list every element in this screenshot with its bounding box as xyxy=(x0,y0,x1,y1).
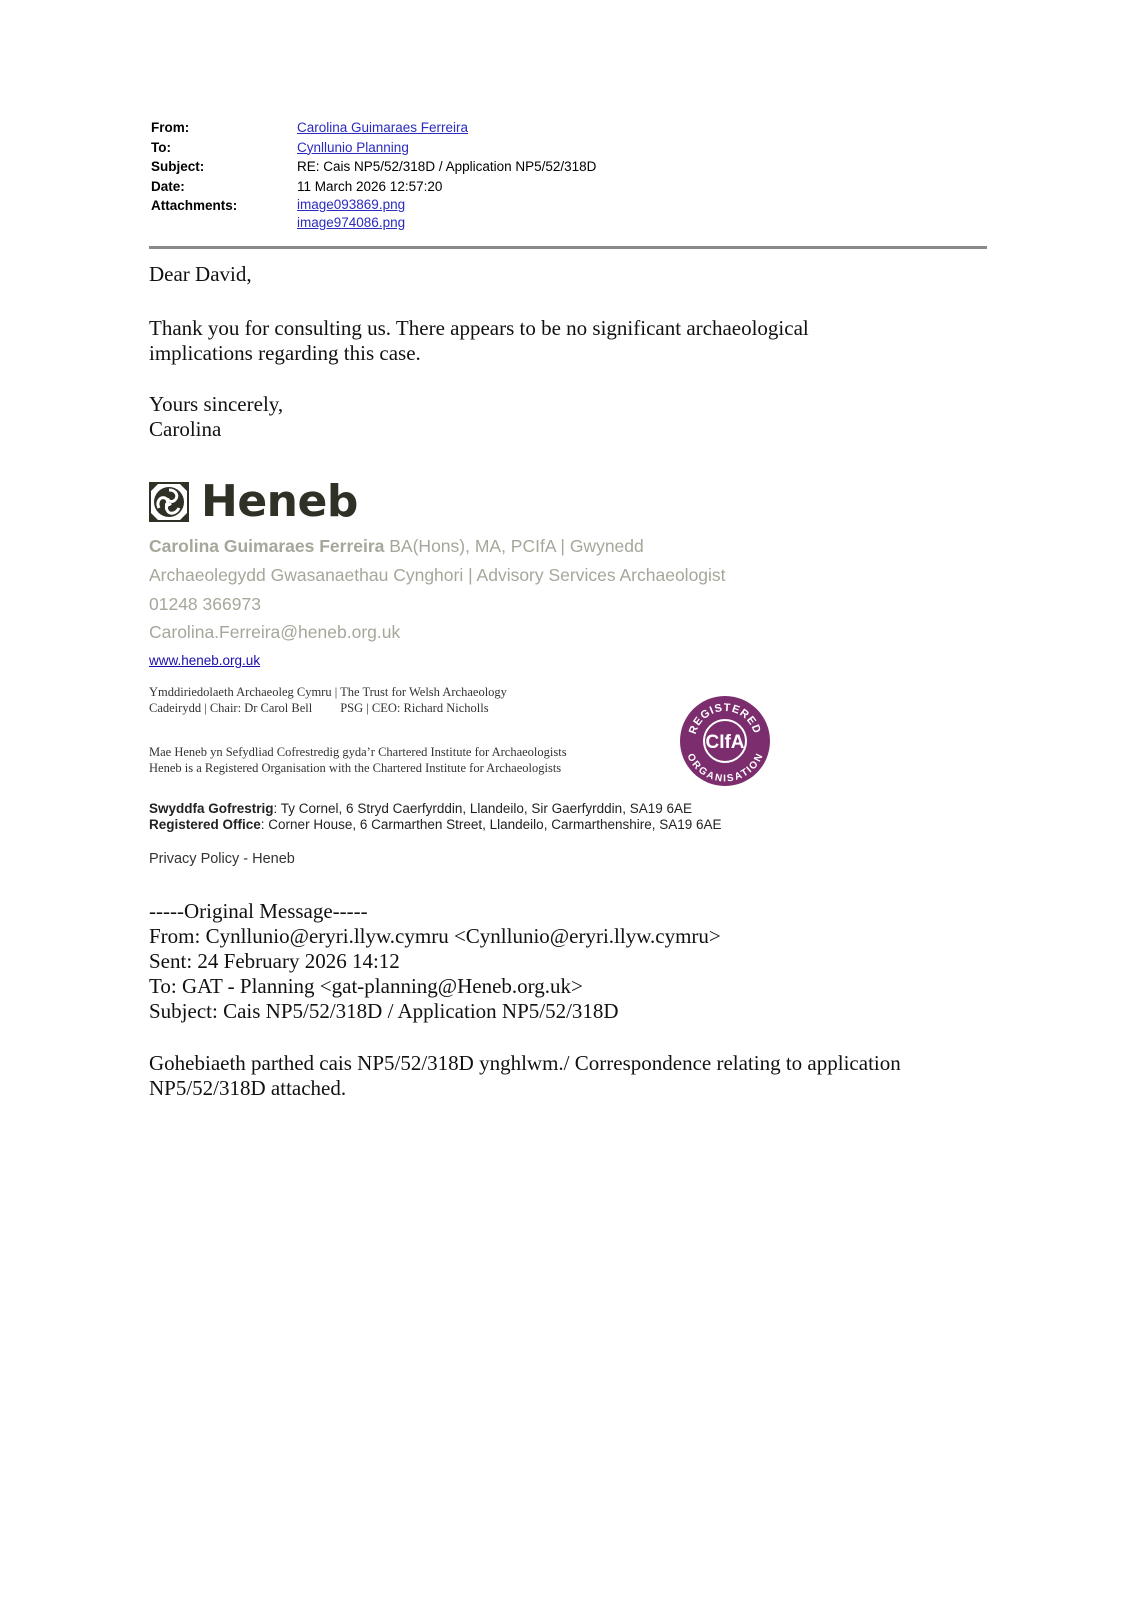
trust-officers xyxy=(149,701,507,717)
to-label: To: xyxy=(151,139,171,155)
message-line: Thank you for consulting us. There appears to be no significant archaeological xyxy=(149,316,809,340)
website-link[interactable]: www.heneb.org.uk xyxy=(149,653,261,668)
office-english-address: : Corner House, 6 Carmarthen Street, Llandeilo, Carmarthenshire, SA19 6AE xyxy=(260,817,722,832)
attachments-list xyxy=(297,196,405,231)
header-divider xyxy=(149,246,987,249)
signature-role: Archaeolegydd Gwasanaethau Cynghori | Advisory Services Archaeologist xyxy=(149,565,726,585)
triskele-logo-icon xyxy=(149,482,189,522)
from-label: From: xyxy=(151,120,190,135)
trust-info xyxy=(149,685,507,716)
original-divider: -----Original Message----- xyxy=(149,899,368,923)
office-welsh xyxy=(149,801,722,817)
date-row xyxy=(151,177,596,197)
from-row xyxy=(151,118,596,138)
subject-label: Subject: xyxy=(151,159,205,174)
signature-email[interactable]: Carolina.Ferreira@heneb.org.uk xyxy=(149,622,401,642)
ceo-text: PSG | CEO: Richard Nicholls xyxy=(340,700,489,715)
original-subject: Subject: Cais NP5/52/318D / Application NP5/52/318D xyxy=(149,999,619,1023)
registered-office xyxy=(149,801,722,833)
to-row xyxy=(151,138,596,158)
signature-name: Carolina Guimaraes Ferreira xyxy=(149,536,385,556)
date-value: 11 March 2026 12:57:20 xyxy=(297,178,443,194)
heneb-logo xyxy=(149,476,358,527)
email-header xyxy=(151,118,596,231)
registration-info xyxy=(149,745,567,776)
original-body-line: NP5/52/318D attached. xyxy=(149,1076,347,1100)
trust-line: Ymddiriedolaeth Archaeoleg Cymru | The Trust for Welsh Archaeology xyxy=(149,685,507,699)
badge-top-text: REGISTERED xyxy=(686,701,764,736)
closing-block xyxy=(149,392,283,442)
registration-welsh: Mae Heneb yn Sefydliad Cofrestredig gyda’r Chartered Institute for Archaeologists xyxy=(149,745,567,759)
office-english xyxy=(149,817,722,833)
signature-name-line xyxy=(149,536,644,557)
attachments-row xyxy=(151,196,596,231)
chair-text: Cadeirydd | Chair: Dr Carol Bell xyxy=(149,700,313,715)
attachments-label: Attachments: xyxy=(151,198,238,213)
subject-value: RE: Cais NP5/52/318D / Application NP5/52/318D xyxy=(297,159,597,174)
registration-english: Heneb is a Registered Organisation with the Chartered Institute for Archaeologists xyxy=(149,760,562,775)
from-link[interactable]: Carolina Guimaraes Ferreira xyxy=(297,120,469,135)
original-message xyxy=(149,899,721,1024)
greeting: Dear David, xyxy=(149,262,252,286)
subject-row xyxy=(151,157,596,177)
original-from: From: Cynllunio@eryri.llyw.cymru <Cynllunio@eryri.llyw.cymru> xyxy=(149,924,721,948)
office-welsh-label: Swyddfa Gofrestrig xyxy=(149,801,274,816)
badge-center-text: CIfA xyxy=(705,732,745,753)
privacy-policy-link[interactable]: Privacy Policy - Heneb xyxy=(149,851,295,867)
logo-wordmark: Heneb xyxy=(201,476,358,527)
badge-bottom-text: ORGANISATION xyxy=(684,751,766,785)
signoff: Carolina xyxy=(149,417,222,441)
to-link[interactable]: Cynllunio Planning xyxy=(297,139,409,155)
office-welsh-address: : Ty Cornel, 6 Stryd Caerfyrddin, Llandeilo, Sir Gaerfyrddin, SA19 6AE xyxy=(273,801,692,816)
attachment-link[interactable]: image974086.png xyxy=(297,214,406,230)
cifa-registered-badge-icon xyxy=(679,695,771,787)
attachment-link[interactable]: image093869.png xyxy=(297,197,406,212)
signature-credentials: BA(Hons), MA, PCIfA | Gwynedd xyxy=(384,536,644,556)
message-line: implications regarding this case. xyxy=(149,341,421,365)
original-body-line: Gohebiaeth parthed cais NP5/52/318D ynghlwm./ Correspondence relating to application xyxy=(149,1051,901,1075)
signature-phone: 01248 366973 xyxy=(149,594,261,614)
closing: Yours sincerely, xyxy=(149,392,284,416)
message-paragraph xyxy=(149,316,809,366)
original-sent: Sent: 24 February 2026 14:12 xyxy=(149,949,400,973)
office-english-label: Registered Office xyxy=(149,817,261,832)
original-body xyxy=(149,1051,901,1101)
original-to: To: GAT - Planning <gat-planning@Heneb.org.uk> xyxy=(149,974,583,998)
date-label: Date: xyxy=(151,178,185,194)
